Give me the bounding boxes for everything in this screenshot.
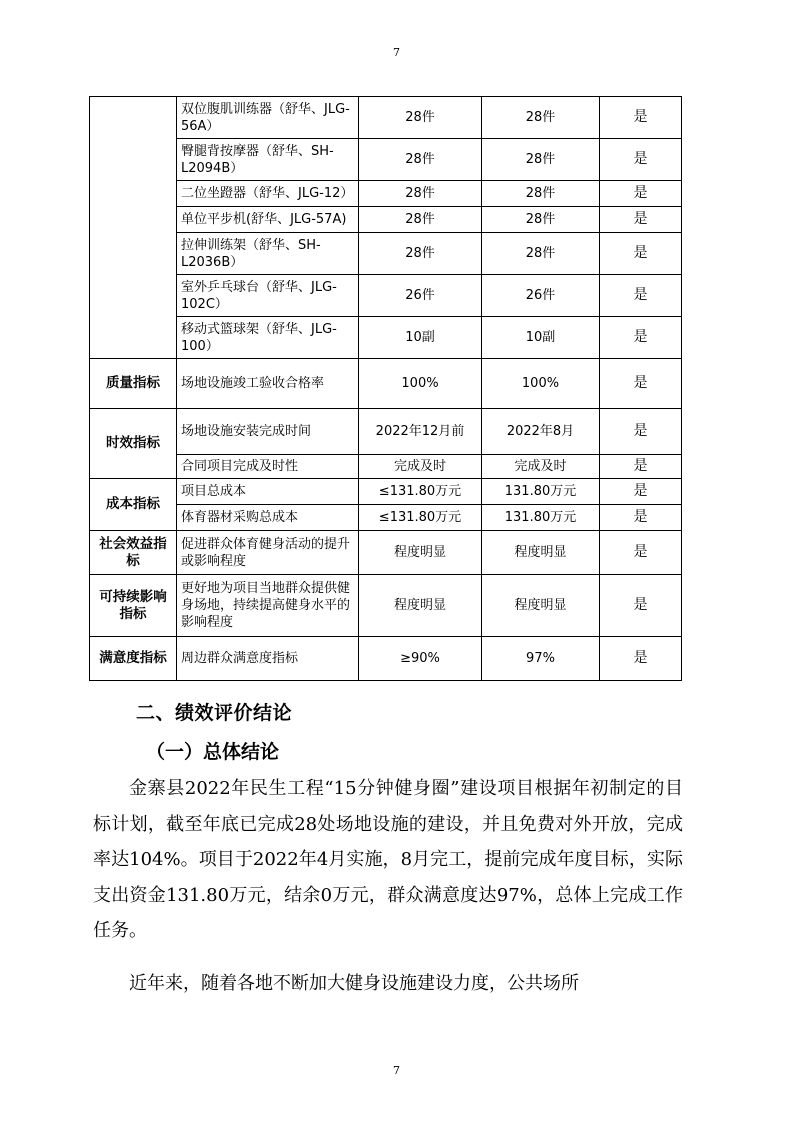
table-row	[90, 139, 682, 181]
table-row	[90, 637, 682, 681]
actual-value-cell: 28件	[482, 181, 600, 207]
category-cell: 满意度指标	[90, 637, 177, 681]
table-row	[90, 207, 682, 233]
met-cell: 是	[600, 637, 682, 681]
indicator-cell: 单位平步机(舒华、JLG-57A)	[177, 207, 359, 233]
met-cell: 是	[600, 575, 682, 637]
met-cell: 是	[600, 233, 682, 275]
actual-value-cell: 程度明显	[482, 531, 600, 575]
met-cell: 是	[600, 207, 682, 233]
indicator-cell: 促进群众体育健身活动的提升或影响程度	[177, 531, 359, 575]
indicator-cell: 场地设施竣工验收合格率	[177, 359, 359, 409]
table-row	[90, 181, 682, 207]
target-value-cell: 28件	[359, 207, 482, 233]
target-value-cell: 28件	[359, 233, 482, 275]
indicator-cell: 拉伸训练架（舒华、SH-L2036B）	[177, 233, 359, 275]
category-cell: 质量指标	[90, 359, 177, 409]
met-cell: 是	[600, 139, 682, 181]
indicator-cell: 室外乒乓球台（舒华、JLG-102C）	[177, 275, 359, 317]
table-row	[90, 233, 682, 275]
table-row	[90, 505, 682, 531]
table-row	[90, 409, 682, 455]
met-cell: 是	[600, 275, 682, 317]
met-cell: 是	[600, 531, 682, 575]
actual-value-cell: 28件	[482, 139, 600, 181]
actual-value-cell: 131.80万元	[482, 479, 600, 505]
table-row	[90, 575, 682, 637]
target-value-cell: 28件	[359, 97, 482, 139]
target-value-cell: ≤131.80万元	[359, 505, 482, 531]
met-cell: 是	[600, 505, 682, 531]
table-row	[90, 359, 682, 409]
category-cell: 时效指标	[90, 409, 177, 479]
met-cell: 是	[600, 455, 682, 479]
table-row	[90, 531, 682, 575]
met-cell: 是	[600, 317, 682, 359]
table-row	[90, 275, 682, 317]
indicator-cell: 双位腹肌训练器（舒华、JLG-56A）	[177, 97, 359, 139]
category-cell: 成本指标	[90, 479, 177, 531]
category-cell-blank	[90, 97, 177, 359]
target-value-cell: 100%	[359, 359, 482, 409]
actual-value-cell: 28件	[482, 207, 600, 233]
indicator-cell: 臀腿背按摩器（舒华、SH-L2094B）	[177, 139, 359, 181]
table-row	[90, 455, 682, 479]
actual-value-cell: 28件	[482, 233, 600, 275]
page-number-bottom: 7	[393, 1064, 400, 1077]
target-value-cell: 10副	[359, 317, 482, 359]
actual-value-cell: 131.80万元	[482, 505, 600, 531]
actual-value-cell: 2022年8月	[482, 409, 600, 455]
body-paragraph-continued: 近年来，随着各地不断加大健身设施建设力度，公共场所	[129, 973, 579, 994]
table-row	[90, 317, 682, 359]
met-cell: 是	[600, 479, 682, 505]
target-value-cell: 26件	[359, 275, 482, 317]
target-value-cell: 2022年12月前	[359, 409, 482, 455]
table-row	[90, 479, 682, 505]
performance-indicator-table	[89, 96, 682, 681]
page-number-top: 7	[393, 46, 400, 59]
actual-value-cell: 97%	[482, 637, 600, 681]
actual-value-cell: 完成及时	[482, 455, 600, 479]
target-value-cell: ≥90%	[359, 637, 482, 681]
actual-value-cell: 程度明显	[482, 575, 600, 637]
target-value-cell: 28件	[359, 181, 482, 207]
indicator-cell: 移动式篮球架（舒华、JLG-100）	[177, 317, 359, 359]
actual-value-cell: 100%	[482, 359, 600, 409]
actual-value-cell: 10副	[482, 317, 600, 359]
target-value-cell: ≤131.80万元	[359, 479, 482, 505]
target-value-cell: 程度明显	[359, 531, 482, 575]
table-row	[90, 97, 682, 139]
met-cell: 是	[600, 359, 682, 409]
target-value-cell: 28件	[359, 139, 482, 181]
section-heading: 二、绩效评价结论	[136, 702, 293, 724]
subsection-heading: （一）总体结论	[146, 741, 280, 763]
met-cell: 是	[600, 181, 682, 207]
indicator-cell: 周边群众满意度指标	[177, 637, 359, 681]
indicator-cell: 更好地为项目当地群众提供健身场地，持续提高健身水平的影响程度	[177, 575, 359, 637]
indicator-cell: 合同项目完成及时性	[177, 455, 359, 479]
met-cell: 是	[600, 409, 682, 455]
indicator-cell: 体育器材采购总成本	[177, 505, 359, 531]
indicator-cell: 项目总成本	[177, 479, 359, 505]
category-cell: 社会效益指标	[90, 531, 177, 575]
met-cell: 是	[600, 97, 682, 139]
actual-value-cell: 28件	[482, 97, 600, 139]
target-value-cell: 程度明显	[359, 575, 482, 637]
indicator-cell: 场地设施安装完成时间	[177, 409, 359, 455]
category-cell: 可持续影响指标	[90, 575, 177, 637]
actual-value-cell: 26件	[482, 275, 600, 317]
indicator-cell: 二位坐蹬器（舒华、JLG-12）	[177, 181, 359, 207]
body-paragraph-conclusion: 金寨县2022年民生工程“15分钟健身圈”建设项目根据年初制定的目标计划，截至年底已完成28处场地设施的建设，并且免费对外开放，完成率达104%。项目于2022年4月实施，8月完工，提前完成年度目标，实际支出资金131.80万元，结余0万元，群众满意度达97%，总体上完成工作任务。	[93, 778, 683, 941]
target-value-cell: 完成及时	[359, 455, 482, 479]
